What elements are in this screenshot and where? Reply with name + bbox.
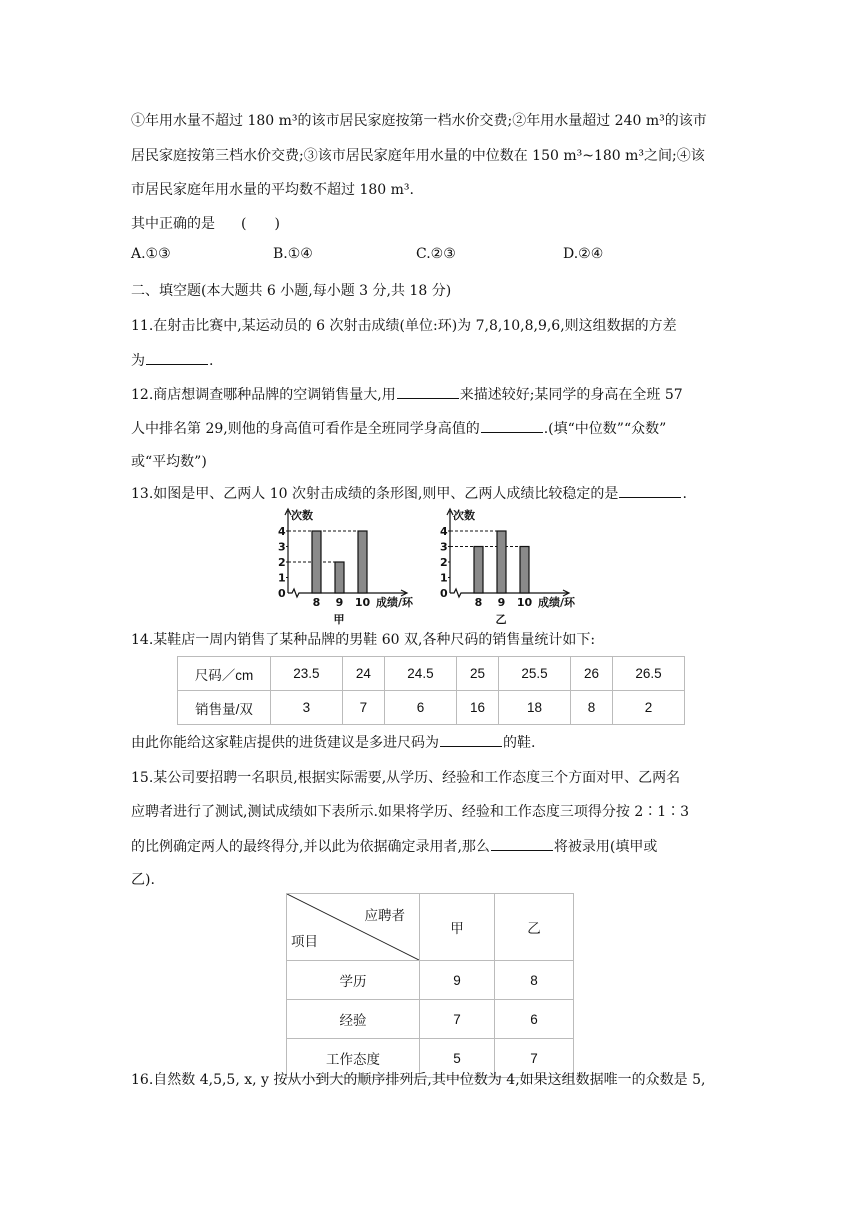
bar (497, 531, 506, 593)
q16-line-1: 16.自然数 4,5,5, x, y 按从小到大的顺序排列后,其中位数为 4,如果这组数据唯一的众数是 5, (131, 1072, 706, 1088)
q11-line-2 (131, 350, 213, 371)
table-header-cell: 销售量/双 (178, 691, 271, 725)
x-tick-label: 10 (516, 596, 533, 609)
q12-text-b: 来描述较好;某同学的身高在全班 57 (459, 387, 683, 403)
table-cell: 8 (495, 961, 574, 1000)
table-cell: 23.5 (271, 657, 343, 691)
table-cell: 8 (570, 691, 612, 725)
size-sales-table (177, 656, 685, 725)
q14-line-1: 14.某鞋店一周内销售了某种品牌的男鞋 60 双,各种尺码的销售量统计如下: (131, 632, 596, 648)
prompt-text: 其中正确的是 (131, 216, 215, 232)
x-tick-label: 9 (497, 596, 506, 609)
x-tick-label: 8 (474, 596, 483, 609)
table-cell: 26.5 (613, 657, 685, 691)
corner-top-label: 应聘者 (364, 908, 405, 923)
q14-text-a: 由此你能给这家鞋店提供的进货建议是多进尺码为 (131, 735, 439, 751)
statement-line-2: 居民家庭按第三档水价交费;③该市居民家庭年用水量的中位数在 150 m³~180 m³之间;④该 (131, 148, 705, 164)
table-row-label: 学历 (287, 961, 420, 1000)
option-c: C.②③ (416, 246, 456, 262)
y-tick-label: 3 (278, 540, 286, 554)
q11-suffix: . (209, 353, 214, 369)
table-row (287, 1000, 574, 1039)
q13-answer-blank[interactable] (619, 483, 681, 498)
x-tick-label: 10 (354, 596, 371, 609)
q15-line-4: 乙). (131, 872, 155, 888)
q12-answer-blank-1[interactable] (397, 384, 459, 399)
table-header-cell: 甲 (420, 894, 495, 961)
statement-line-3: 市居民家庭年用水量的平均数不超过 180 m³. (131, 182, 414, 198)
x-tick-label: 8 (312, 596, 321, 609)
chart-title: 乙 (495, 613, 507, 625)
y-tick-label: 2 (278, 556, 286, 569)
table-cell: 7 (420, 1000, 495, 1039)
table-row (178, 691, 685, 725)
table-cell: 6 (385, 691, 457, 725)
table-header-cell: 乙 (495, 894, 574, 961)
table-row (287, 961, 574, 1000)
table-header-cell: 尺码／cm (178, 657, 271, 691)
q15-text-a: 的比例确定两人的最终得分,并以此为依据确定录用者,那么 (131, 839, 490, 855)
bar (312, 531, 321, 593)
y-tick-label: 2 (440, 556, 448, 569)
table-row (287, 894, 574, 961)
section-header: 二、填空题(本大题共 6 小题,每小题 3 分,共 18 分) (131, 283, 452, 299)
option-a: A.①③ (131, 246, 171, 262)
table-cell: 25.5 (499, 657, 571, 691)
table-cell: 6 (495, 1000, 574, 1039)
y-axis-label: 次数 (291, 509, 313, 522)
table-cell: 26 (570, 657, 612, 691)
q15-line-3 (131, 836, 657, 857)
y-tick-label: 1 (440, 571, 448, 585)
q11-answer-blank[interactable] (146, 350, 208, 365)
q12-line-3: 或“平均数”) (131, 454, 207, 470)
q12-text-c: 人中排名第 29,则他的身高值可看作是全班同学身高值的 (131, 421, 480, 437)
q12-text-d: .(填“中位数”“众数” (543, 421, 667, 437)
table-row-label: 工作态度 (287, 1039, 420, 1078)
bar (358, 531, 367, 593)
q12-text-a: 12.商店想调查哪种品牌的空调销售量大,用 (131, 387, 396, 403)
statement-line-1: ①年用水量不超过 180 m³的该市居民家庭按第一档水价交费;②年用水量超过 240 m³的该市 (131, 113, 707, 129)
table-cell: 25 (456, 657, 498, 691)
chart-title: 甲 (333, 613, 345, 625)
candidate-score-table (286, 893, 574, 1078)
table-cell: 7 (495, 1039, 574, 1078)
q12-line-2 (131, 418, 666, 439)
option-b: B.①④ (273, 246, 313, 262)
q14-line-2 (131, 732, 535, 753)
q11-line-1: 11.在射击比赛中,某运动员的 6 次射击成绩(单位:环)为 7,8,10,8,9,6,则这组数据的方差 (131, 318, 677, 334)
answer-parentheses: ( ) (241, 216, 280, 232)
table-cell: 16 (456, 691, 498, 725)
q11-prefix: 为 (131, 353, 145, 369)
y-axis-label: 次数 (453, 509, 475, 522)
x-axis-label: 成绩/环 (376, 596, 414, 609)
table-cell: 2 (613, 691, 685, 725)
bar-charts (272, 505, 592, 625)
q12-answer-blank-2[interactable] (481, 418, 543, 433)
q13-suffix: . (682, 486, 687, 502)
bar (335, 562, 344, 593)
x-tick-label: 9 (335, 596, 344, 609)
y-tick-label: 0 (278, 587, 286, 600)
q14-text-b: 的鞋. (503, 735, 536, 751)
q13-text: 13.如图是甲、乙两人 10 次射击成绩的条形图,则甲、乙两人成绩比较稳定的是 (131, 486, 619, 502)
table-corner-cell (287, 894, 420, 961)
table-cell: 3 (271, 691, 343, 725)
table-cell: 9 (420, 961, 495, 1000)
y-tick-label: 3 (440, 540, 448, 554)
table-cell: 5 (420, 1039, 495, 1078)
y-tick-label: 1 (278, 571, 286, 585)
table-row-label: 经验 (287, 1000, 420, 1039)
bar (520, 547, 529, 594)
table-cell: 24.5 (385, 657, 457, 691)
question-prompt (131, 214, 280, 234)
table-cell: 18 (499, 691, 571, 725)
x-axis-label: 成绩/环 (538, 596, 576, 609)
y-tick-label: 4 (440, 525, 448, 538)
q14-answer-blank[interactable] (440, 732, 502, 747)
q15-answer-blank[interactable] (491, 836, 553, 851)
q15-line-2: 应聘者进行了测试,测试成绩如下表所示.如果将学历、经验和工作态度三项得分按 2∶1∶3 (131, 804, 690, 820)
q12-line-1 (131, 384, 683, 405)
table-cell: 24 (342, 657, 384, 691)
q15-text-b: 将被录用(填甲或 (553, 839, 658, 855)
q15-line-1: 15.某公司要招聘一名职员,根据实际需要,从学历、经验和工作态度三个方面对甲、乙两名 (131, 770, 681, 786)
q13-line-1 (131, 483, 687, 504)
option-d: D.②④ (563, 246, 604, 262)
table-cell: 7 (342, 691, 384, 725)
bar (474, 547, 483, 594)
y-tick-label: 4 (278, 525, 286, 538)
corner-bottom-label: 项目 (291, 934, 318, 949)
y-tick-label: 0 (440, 587, 448, 600)
table-row (178, 657, 685, 691)
